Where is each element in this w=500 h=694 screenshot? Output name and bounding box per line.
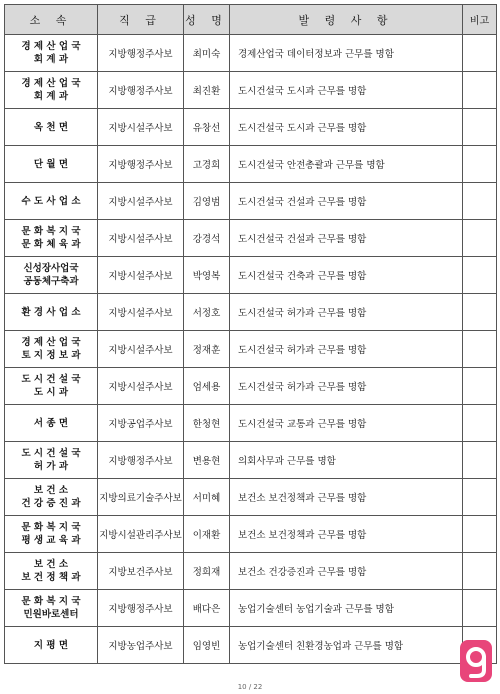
- cell-rank: 지방행정주사보: [98, 590, 184, 627]
- cell-order: 도시건설국 건축과 근무를 명함: [230, 257, 463, 294]
- cell-dept: [5, 220, 98, 257]
- dept-line: 신성장사업국: [23, 263, 79, 274]
- dept-line: 서 종 면: [33, 417, 69, 429]
- dept-line: 옥 천 면: [33, 121, 69, 133]
- cell-rank: 지방시설주사보: [98, 220, 184, 257]
- cell-name: 최진환: [184, 72, 230, 109]
- table-row: [5, 220, 497, 257]
- page-footer: [0, 683, 500, 691]
- cell-note: [463, 590, 497, 627]
- table-header-row: [5, 5, 497, 35]
- cell-dept: [5, 516, 98, 553]
- cell-dept: [5, 146, 98, 183]
- cell-note: [463, 109, 497, 146]
- dept-line: 문 화 체 육 과: [21, 239, 81, 250]
- dept-line: 공동체구축과: [23, 276, 79, 287]
- dept-line: 회 계 과: [33, 54, 69, 65]
- cell-name: 이재환: [184, 516, 230, 553]
- header-note: 비고: [463, 5, 497, 35]
- cell-order: 보건소 보건정책과 근무를 명함: [230, 516, 463, 553]
- cell-dept: [5, 257, 98, 294]
- cell-rank: 지방행정주사보: [98, 442, 184, 479]
- dept-line: 지 평 면: [33, 639, 69, 651]
- dept-line: 단 월 면: [33, 158, 69, 170]
- table-row: [5, 35, 497, 72]
- cell-order: 도시건설국 도시과 근무를 명함: [230, 109, 463, 146]
- dept-line: 도 시 건 설 국: [21, 448, 81, 459]
- cell-note: [463, 72, 497, 109]
- cell-rank: 지방시설주사보: [98, 331, 184, 368]
- cell-name: 김영범: [184, 183, 230, 220]
- header-dept: 소 속: [5, 5, 98, 35]
- dept-line: 문 화 복 지 국: [21, 226, 81, 237]
- cell-note: [463, 146, 497, 183]
- header-name: 성 명: [184, 5, 230, 35]
- cell-dept: [5, 590, 98, 627]
- cell-name: 최미숙: [184, 35, 230, 72]
- cell-dept: [5, 479, 98, 516]
- cell-dept: [5, 442, 98, 479]
- dept-line: 경 제 산 업 국: [21, 41, 81, 52]
- cell-name: 고경희: [184, 146, 230, 183]
- cell-name: 박영복: [184, 257, 230, 294]
- dept-line: 민원바로센터: [23, 609, 79, 620]
- cell-dept: [5, 553, 98, 590]
- cell-rank: 지방시설주사보: [98, 294, 184, 331]
- cell-rank: 지방행정주사보: [98, 35, 184, 72]
- table-body: [5, 35, 497, 664]
- cell-order: 도시건설국 건설과 근무를 명함: [230, 220, 463, 257]
- table-row: [5, 442, 497, 479]
- cell-order: 도시건설국 허가과 근무를 명함: [230, 368, 463, 405]
- table-row: [5, 627, 497, 664]
- page-number: 10 / 22: [237, 683, 263, 691]
- dept-line: 평 생 교 육 과: [21, 535, 81, 546]
- dept-line: 보 건 소: [33, 559, 69, 570]
- cell-order: 의회사무과 근무를 명함: [230, 442, 463, 479]
- dept-line: 경 제 산 업 국: [21, 78, 81, 89]
- cell-order: 도시건설국 도시과 근무를 명함: [230, 72, 463, 109]
- table-row: [5, 294, 497, 331]
- cell-dept: [5, 109, 98, 146]
- table-row: [5, 553, 497, 590]
- cell-note: [463, 294, 497, 331]
- cell-order: 도시건설국 교통과 근무를 명함: [230, 405, 463, 442]
- app-logo-icon: [460, 640, 492, 682]
- cell-note: [463, 368, 497, 405]
- header-rank: 직 급: [98, 5, 184, 35]
- cell-rank: 지방보건주사보: [98, 553, 184, 590]
- cell-note: [463, 257, 497, 294]
- cell-dept: [5, 183, 98, 220]
- cell-dept: [5, 405, 98, 442]
- dept-line: 보 건 정 책 과: [21, 572, 81, 583]
- cell-dept: [5, 368, 98, 405]
- cell-name: 변용현: [184, 442, 230, 479]
- table-row: [5, 405, 497, 442]
- dept-line: 문 화 복 지 국: [21, 522, 81, 533]
- cell-rank: 지방시설관리주사보: [98, 516, 184, 553]
- cell-dept: [5, 35, 98, 72]
- cell-name: 배다은: [184, 590, 230, 627]
- table-row: [5, 72, 497, 109]
- dept-line: 수 도 사 업 소: [21, 195, 81, 207]
- cell-order: 도시건설국 안전총괄과 근무를 명함: [230, 146, 463, 183]
- cell-name: 서정호: [184, 294, 230, 331]
- cell-dept: [5, 294, 98, 331]
- cell-note: [463, 479, 497, 516]
- cell-note: [463, 220, 497, 257]
- dept-line: 토 지 정 보 과: [21, 350, 81, 361]
- cell-rank: 지방공업주사보: [98, 405, 184, 442]
- personnel-order-table: [4, 4, 497, 664]
- cell-note: [463, 331, 497, 368]
- dept-line: 환 경 사 업 소: [21, 306, 81, 318]
- table-row: [5, 331, 497, 368]
- cell-order: 농업기술센터 농업기술과 근무를 명함: [230, 590, 463, 627]
- cell-name: 임영빈: [184, 627, 230, 664]
- dept-line: 경 제 산 업 국: [21, 337, 81, 348]
- cell-note: [463, 516, 497, 553]
- cell-note: [463, 35, 497, 72]
- cell-order: 농업기술센터 친환경농업과 근무를 명함: [230, 627, 463, 664]
- cell-dept: [5, 627, 98, 664]
- dept-line: 도 시 건 설 국: [21, 374, 81, 385]
- cell-order: 도시건설국 허가과 근무를 명함: [230, 331, 463, 368]
- cell-rank: 지방농업주사보: [98, 627, 184, 664]
- cell-name: 서미혜: [184, 479, 230, 516]
- table-row: [5, 183, 497, 220]
- table-row: [5, 257, 497, 294]
- cell-order: 도시건설국 건설과 근무를 명함: [230, 183, 463, 220]
- cell-rank: 지방의료기술주사보: [98, 479, 184, 516]
- cell-note: [463, 405, 497, 442]
- cell-order: 보건소 건강증진과 근무를 명함: [230, 553, 463, 590]
- dept-line: 보 건 소: [33, 485, 69, 496]
- cell-rank: 지방시설주사보: [98, 257, 184, 294]
- table-row: [5, 146, 497, 183]
- cell-order: 보건소 보건정책과 근무를 명함: [230, 479, 463, 516]
- cell-name: 엄세용: [184, 368, 230, 405]
- cell-rank: 지방시설주사보: [98, 368, 184, 405]
- cell-dept: [5, 72, 98, 109]
- cell-dept: [5, 331, 98, 368]
- cell-order: 도시건설국 허가과 근무를 명함: [230, 294, 463, 331]
- cell-note: [463, 553, 497, 590]
- cell-note: [463, 442, 497, 479]
- dept-line: 회 계 과: [33, 91, 69, 102]
- table-row: [5, 368, 497, 405]
- table-row: [5, 109, 497, 146]
- table-row: [5, 479, 497, 516]
- cell-rank: 지방시설주사보: [98, 109, 184, 146]
- cell-name: 정재훈: [184, 331, 230, 368]
- cell-name: 정희재: [184, 553, 230, 590]
- cell-name: 강경석: [184, 220, 230, 257]
- cell-note: [463, 183, 497, 220]
- dept-line: 건 강 증 진 과: [21, 498, 81, 509]
- cell-rank: 지방행정주사보: [98, 72, 184, 109]
- cell-order: 경제산업국 데이터정보과 근무를 명함: [230, 35, 463, 72]
- dept-line: 문 화 복 지 국: [21, 596, 81, 607]
- cell-name: 유창선: [184, 109, 230, 146]
- cell-rank: 지방행정주사보: [98, 146, 184, 183]
- table-row: [5, 590, 497, 627]
- header-order: 발 령 사 항: [230, 5, 463, 35]
- cell-name: 한청현: [184, 405, 230, 442]
- cell-rank: 지방시설주사보: [98, 183, 184, 220]
- dept-line: 도 시 과: [33, 387, 69, 398]
- table-row: [5, 516, 497, 553]
- dept-line: 허 가 과: [33, 461, 69, 472]
